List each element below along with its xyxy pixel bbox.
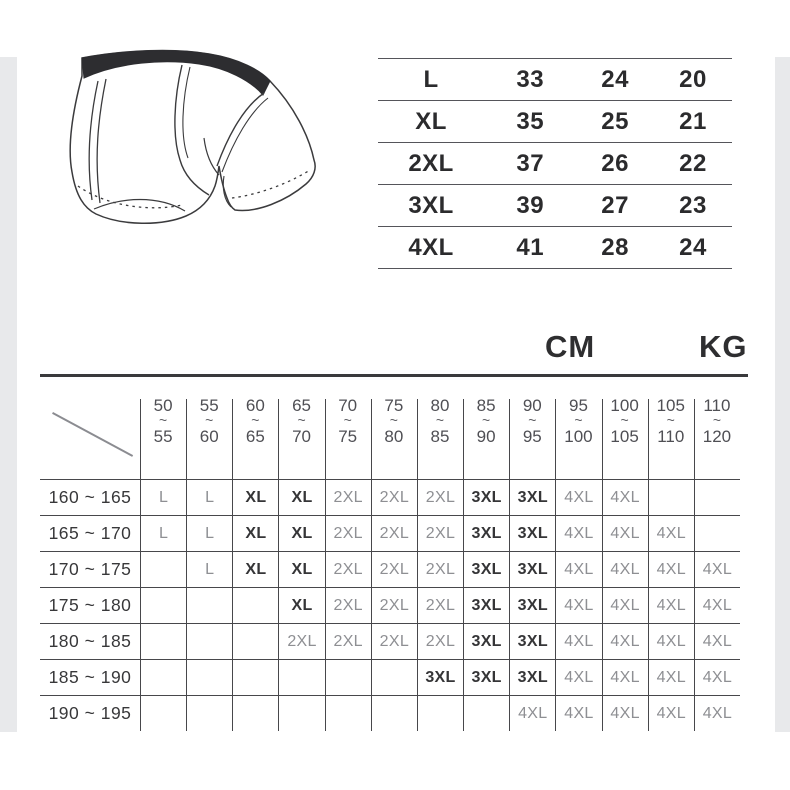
matrix-row bbox=[40, 624, 740, 660]
size-cell bbox=[140, 624, 186, 659]
size-cell bbox=[371, 696, 417, 731]
size-cell: 4XL bbox=[509, 696, 555, 731]
weight-range-header: 70 ~ 75 bbox=[325, 377, 371, 479]
matrix-row bbox=[40, 480, 740, 516]
size-cell: 3XL bbox=[509, 516, 555, 551]
size-cell bbox=[694, 480, 740, 515]
size-cell: 4XL bbox=[555, 660, 601, 695]
weight-range-header: 110 ~ 120 bbox=[694, 377, 740, 479]
measure-value: 26 bbox=[601, 149, 629, 177]
measurement-table bbox=[378, 58, 732, 269]
size-cell: 3XL bbox=[463, 660, 509, 695]
size-cell: L bbox=[186, 552, 232, 587]
size-cell bbox=[140, 660, 186, 695]
matrix-header-row bbox=[40, 377, 740, 480]
size-label: 2XL bbox=[408, 149, 454, 177]
size-cell bbox=[278, 660, 324, 695]
table-row bbox=[378, 184, 732, 226]
boxer-briefs-illustration bbox=[64, 48, 320, 236]
size-cell: 4XL bbox=[602, 588, 648, 623]
measure-value: 33 bbox=[516, 65, 545, 93]
size-cell: XL bbox=[278, 588, 324, 623]
weight-range-header: 60 ~ 65 bbox=[232, 377, 278, 479]
matrix-row bbox=[40, 552, 740, 588]
height-range-label: 160 ~ 165 bbox=[48, 487, 132, 507]
size-cell: 3XL bbox=[463, 588, 509, 623]
size-cell bbox=[186, 660, 232, 695]
measure-value: 21 bbox=[679, 107, 707, 135]
size-cell: 2XL bbox=[325, 588, 371, 623]
size-cell bbox=[232, 660, 278, 695]
size-cell: 4XL bbox=[648, 696, 694, 731]
measure-value: 22 bbox=[679, 149, 707, 177]
size-cell: L bbox=[140, 480, 186, 515]
size-matrix bbox=[40, 374, 748, 731]
size-cell: 2XL bbox=[417, 588, 463, 623]
size-cell: XL bbox=[232, 516, 278, 551]
size-cell: 2XL bbox=[325, 624, 371, 659]
size-cell: 3XL bbox=[417, 660, 463, 695]
diagonal-line bbox=[52, 412, 133, 457]
height-range-label: 175 ~ 180 bbox=[48, 595, 132, 615]
table-row bbox=[378, 100, 732, 142]
matrix-row bbox=[40, 660, 740, 696]
size-label: 3XL bbox=[408, 191, 454, 219]
size-cell: 2XL bbox=[278, 624, 324, 659]
measure-value: 20 bbox=[679, 65, 707, 93]
size-cell bbox=[278, 696, 324, 731]
height-unit-label: CM bbox=[545, 329, 596, 364]
size-cell: 4XL bbox=[555, 696, 601, 731]
size-cell: 4XL bbox=[648, 588, 694, 623]
boxer-outline bbox=[70, 51, 315, 224]
measure-value: 27 bbox=[601, 191, 629, 219]
size-cell: 3XL bbox=[463, 516, 509, 551]
weight-range-header: 80 ~ 85 bbox=[417, 377, 463, 479]
size-cell: 4XL bbox=[694, 696, 740, 731]
matrix-corner-cell bbox=[40, 377, 140, 479]
size-cell bbox=[648, 480, 694, 515]
size-cell: 3XL bbox=[509, 624, 555, 659]
measure-value: 24 bbox=[679, 233, 707, 261]
size-cell: XL bbox=[232, 480, 278, 515]
size-cell bbox=[232, 696, 278, 731]
weight-range-header: 95 ~ 100 bbox=[555, 377, 601, 479]
size-cell bbox=[232, 588, 278, 623]
size-label: 4XL bbox=[408, 233, 454, 261]
size-cell: XL bbox=[232, 552, 278, 587]
size-cell: 2XL bbox=[325, 552, 371, 587]
size-cell: 4XL bbox=[602, 480, 648, 515]
size-cell: L bbox=[186, 480, 232, 515]
weight-range-header: 90 ~ 95 bbox=[509, 377, 555, 479]
size-cell: 2XL bbox=[371, 516, 417, 551]
size-cell bbox=[694, 516, 740, 551]
size-cell: XL bbox=[278, 480, 324, 515]
size-cell bbox=[186, 588, 232, 623]
size-cell: 2XL bbox=[371, 624, 417, 659]
size-cell: 4XL bbox=[602, 516, 648, 551]
table-row bbox=[378, 226, 732, 268]
matrix-row bbox=[40, 696, 740, 731]
size-cell: 4XL bbox=[648, 660, 694, 695]
size-label: L bbox=[423, 65, 439, 93]
height-range-label: 180 ~ 185 bbox=[48, 631, 132, 651]
matrix-row bbox=[40, 516, 740, 552]
weight-range-header: 65 ~ 70 bbox=[278, 377, 324, 479]
height-range-label: 170 ~ 175 bbox=[48, 559, 132, 579]
matrix-row bbox=[40, 588, 740, 624]
size-cell: 4XL bbox=[602, 552, 648, 587]
measure-value: 25 bbox=[601, 107, 629, 135]
size-cell bbox=[325, 660, 371, 695]
size-cell: 3XL bbox=[463, 552, 509, 587]
height-range-label: 185 ~ 190 bbox=[48, 667, 132, 687]
height-range-label: 190 ~ 195 bbox=[48, 703, 132, 723]
measure-value: 28 bbox=[601, 233, 629, 261]
size-cell: 4XL bbox=[694, 552, 740, 587]
size-cell: 3XL bbox=[463, 480, 509, 515]
measure-value: 39 bbox=[516, 191, 545, 219]
measure-value: 23 bbox=[679, 191, 707, 219]
size-cell: 2XL bbox=[417, 552, 463, 587]
size-cell: 4XL bbox=[602, 624, 648, 659]
size-cell: 3XL bbox=[509, 480, 555, 515]
size-cell: 2XL bbox=[417, 624, 463, 659]
measure-value: 35 bbox=[516, 107, 545, 135]
size-cell: 2XL bbox=[371, 552, 417, 587]
size-label: XL bbox=[415, 107, 447, 135]
weight-unit-label: KG bbox=[699, 329, 748, 364]
size-cell bbox=[463, 696, 509, 731]
size-cell: 4XL bbox=[555, 624, 601, 659]
size-cell: L bbox=[186, 516, 232, 551]
weight-range-header: 55 ~ 60 bbox=[186, 377, 232, 479]
size-cell: 4XL bbox=[648, 624, 694, 659]
size-cell: XL bbox=[278, 552, 324, 587]
size-cell: 2XL bbox=[417, 516, 463, 551]
size-cell: 4XL bbox=[694, 588, 740, 623]
size-cell: 3XL bbox=[509, 552, 555, 587]
height-range-label: 165 ~ 170 bbox=[48, 523, 132, 543]
measure-value: 37 bbox=[516, 149, 545, 177]
table-row bbox=[378, 58, 732, 100]
size-cell: 2XL bbox=[325, 480, 371, 515]
size-cell: 4XL bbox=[602, 660, 648, 695]
size-cell bbox=[325, 696, 371, 731]
size-cell: 2XL bbox=[325, 516, 371, 551]
weight-range-header: 50 ~ 55 bbox=[140, 377, 186, 479]
size-cell bbox=[371, 660, 417, 695]
size-cell bbox=[232, 624, 278, 659]
size-cell bbox=[140, 552, 186, 587]
size-cell: 2XL bbox=[417, 480, 463, 515]
measure-value: 41 bbox=[516, 233, 545, 261]
size-cell: 2XL bbox=[371, 480, 417, 515]
size-cell: 3XL bbox=[509, 588, 555, 623]
weight-range-header: 100 ~ 105 bbox=[602, 377, 648, 479]
size-cell: 4XL bbox=[602, 696, 648, 731]
size-cell: 4XL bbox=[694, 660, 740, 695]
size-cell: L bbox=[140, 516, 186, 551]
size-cell: 4XL bbox=[648, 516, 694, 551]
weight-range-header: 85 ~ 90 bbox=[463, 377, 509, 479]
measure-value: 24 bbox=[601, 65, 629, 93]
table-row bbox=[378, 142, 732, 184]
weight-range-header: 105 ~ 110 bbox=[648, 377, 694, 479]
size-cell bbox=[140, 696, 186, 731]
size-cell: 3XL bbox=[463, 624, 509, 659]
size-cell: 3XL bbox=[509, 660, 555, 695]
size-cell bbox=[186, 696, 232, 731]
size-cell: 4XL bbox=[694, 624, 740, 659]
size-cell bbox=[186, 624, 232, 659]
size-cell: 4XL bbox=[555, 552, 601, 587]
size-cell: 4XL bbox=[555, 480, 601, 515]
size-cell bbox=[140, 588, 186, 623]
size-cell: XL bbox=[278, 516, 324, 551]
size-cell bbox=[417, 696, 463, 731]
size-cell: 2XL bbox=[371, 588, 417, 623]
size-cell: 4XL bbox=[555, 588, 601, 623]
weight-range-header: 75 ~ 80 bbox=[371, 377, 417, 479]
size-cell: 4XL bbox=[555, 516, 601, 551]
size-cell: 4XL bbox=[648, 552, 694, 587]
